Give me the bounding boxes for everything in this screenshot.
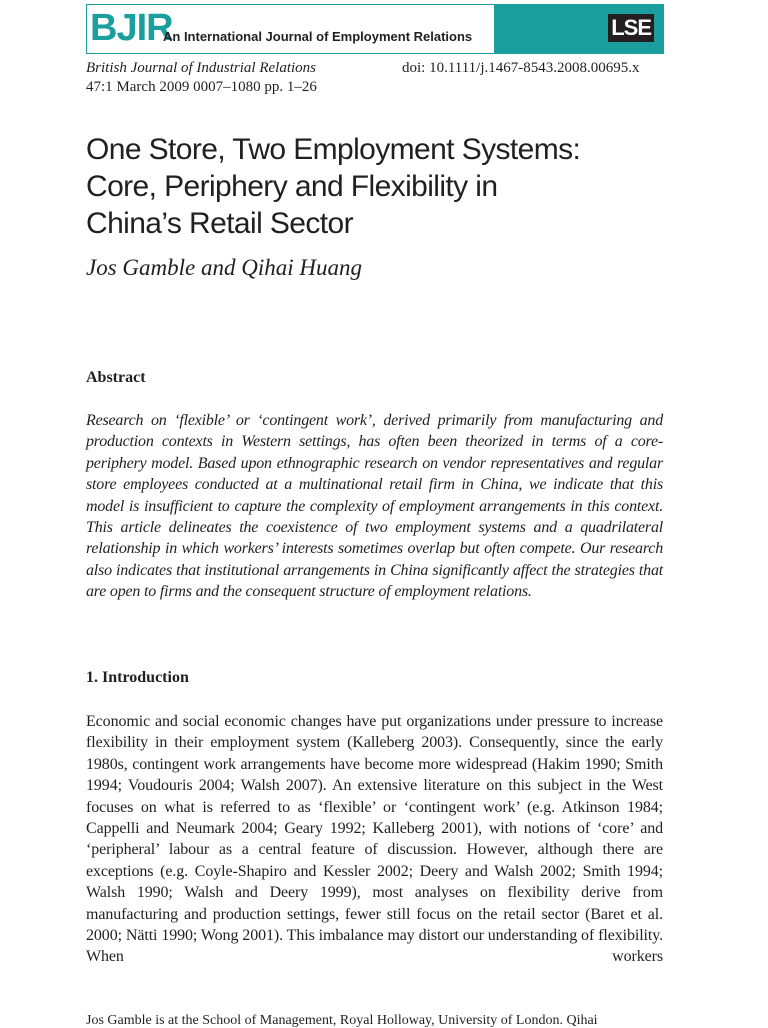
- introduction-text: Economic and social economic changes have put organizations under pressure to increase flexibility in their employment system (Kalleberg 2003). Consequently, since the early 1980s, contingent work arrangements have become more widespread (Hakim 1990; Smith 1994; Voudouris 2004; Walsh 2007). An extensive literature on this subject in the West focuses on what is referred to as ‘flexible’ or ‘contingent work’ (e.g. Atkinson 1984; Cappelli and Neumark 2004; Geary 1992; Kalleberg 2001), with notions of ‘core’ and ‘peripheral’ labour as a central feature of discussion. However, although there are exceptions (e.g. Coyle-Shapiro and Kessler 2002; Deery and Walsh 2002; Smith 1994; Walsh 1990; Walsh and Deery 1999), most analyses on flexibility derive from manufacturing and production settings, fewer still focus on the retail sector (Baret et al. 2000; Nätti 1990; Wong 2001). This imbalance may distort our understanding of flexibility. When workers: [86, 713, 663, 966]
- title-line: One Store, Two Employment Systems:: [86, 133, 581, 166]
- doi: doi: 10.1111/j.1467-8543.2008.00695.x: [402, 60, 640, 76]
- bjir-logo: BJIR: [90, 7, 173, 49]
- title-line: Core, Periphery and Flexibility in: [86, 170, 498, 203]
- banner-teal-block: [494, 4, 664, 54]
- footnote-text: Jos Gamble is at the School of Management, Royal Holloway, University of London. Qihai: [86, 1014, 598, 1028]
- introduction-heading: 1. Introduction: [86, 669, 189, 686]
- abstract-text: Research on ‘flexible’ or ‘contingent work’, derived primarily from manufacturing and production contexts in Western settings, has often been theorized in terms of a core-periphery model. Based upon ethnographic research on vendor representatives and regular store employees conducted at a multinational retail firm in China, we indicate that this model is insufficient to capture the complexity of employment arrangements in this context. This article delineates the coexistence of two employment systems and a quadrilateral relationship in which workers’ interests sometimes overlap but often compete. Our research also indicates that institutional arrangements in China significantly affect the strategies that are open to firms and the consequent structure of employment relations.: [86, 412, 663, 601]
- journal-name: British Journal of Industrial Relations: [86, 60, 317, 76]
- article-title: [86, 131, 676, 242]
- authors: Jos Gamble and Qihai Huang: [86, 255, 362, 280]
- lse-logo: LSE: [608, 14, 654, 42]
- journal-banner: [86, 4, 664, 54]
- issue-info: 47:1 March 2009 0007–1080 pp. 1–26: [86, 79, 317, 95]
- journal-full-title: An International Journal of Employment Relations: [163, 29, 473, 44]
- title-line: China’s Retail Sector: [86, 207, 353, 240]
- abstract-heading: Abstract: [86, 369, 146, 386]
